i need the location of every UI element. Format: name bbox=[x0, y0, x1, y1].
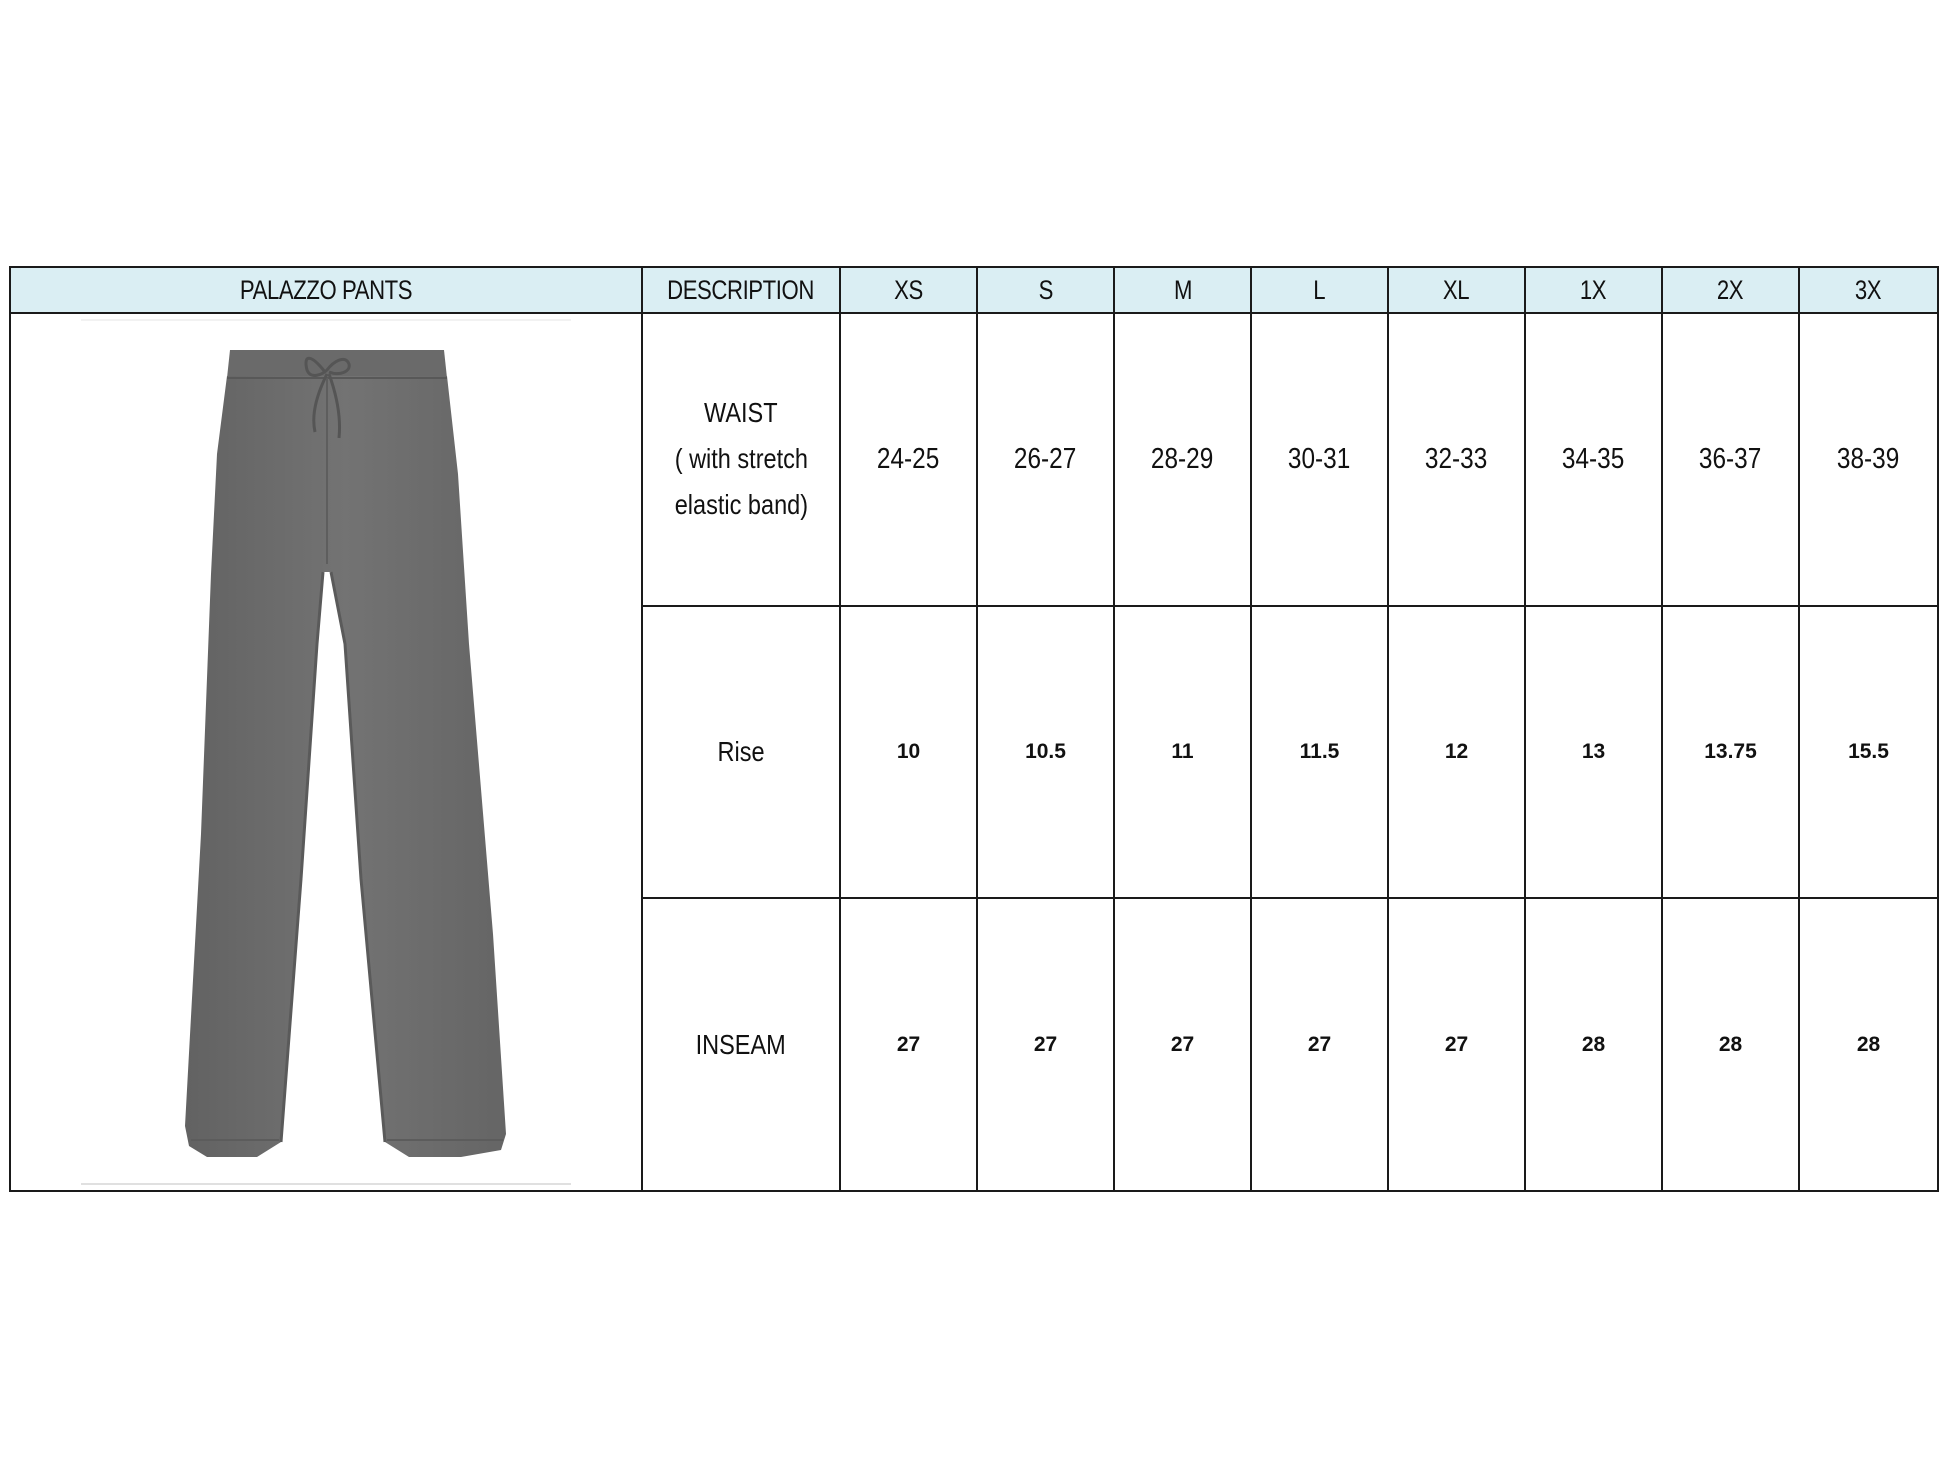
cell-value: 12 bbox=[1444, 739, 1469, 763]
table-cell bbox=[1251, 313, 1388, 606]
table-cell bbox=[1799, 898, 1938, 1191]
size-header-3x bbox=[1799, 267, 1938, 313]
cell-value: 26-27 bbox=[1014, 442, 1077, 475]
description-cell-rise bbox=[642, 606, 840, 899]
table-cell bbox=[977, 606, 1114, 899]
cell-value: 27 bbox=[1307, 1032, 1332, 1056]
product-title-header bbox=[10, 267, 642, 313]
table-cell bbox=[977, 898, 1114, 1191]
table-cell bbox=[840, 313, 977, 606]
cell-value: 28 bbox=[1581, 1032, 1606, 1056]
description-cell-waist bbox=[642, 313, 840, 606]
table-cell bbox=[1662, 313, 1799, 606]
size-label: XL bbox=[1443, 274, 1470, 305]
cell-value: 10 bbox=[896, 739, 921, 763]
size-label: 2X bbox=[1717, 274, 1744, 305]
size-label: S bbox=[1038, 274, 1053, 305]
product-image-cell bbox=[10, 313, 642, 1191]
size-label: 3X bbox=[1855, 274, 1882, 305]
table-cell bbox=[977, 313, 1114, 606]
table-cell bbox=[1251, 606, 1388, 899]
cell-value: 11.5 bbox=[1299, 739, 1340, 763]
cell-value: 28 bbox=[1718, 1032, 1743, 1056]
table-cell bbox=[1799, 313, 1938, 606]
waist-row bbox=[10, 313, 1938, 606]
gray-palazzo-pants-image bbox=[11, 314, 643, 1192]
cell-value: 13 bbox=[1581, 739, 1606, 763]
size-header-2x bbox=[1662, 267, 1799, 313]
description-line: Rise bbox=[717, 735, 765, 767]
table-cell bbox=[1525, 606, 1662, 899]
description-header bbox=[642, 267, 840, 313]
description-line: elastic band) bbox=[674, 489, 808, 521]
size-label: M bbox=[1173, 274, 1192, 305]
size-chart-table bbox=[9, 266, 1939, 1192]
size-header-1x bbox=[1525, 267, 1662, 313]
header-row bbox=[10, 267, 1938, 313]
cell-value: 10.5 bbox=[1025, 739, 1066, 763]
cell-value: 28 bbox=[1856, 1032, 1881, 1056]
cell-value: 30-31 bbox=[1288, 442, 1351, 475]
table-cell bbox=[1388, 606, 1525, 899]
size-label: L bbox=[1313, 274, 1326, 305]
size-header-l bbox=[1251, 267, 1388, 313]
description-line: INSEAM bbox=[695, 1028, 787, 1060]
table-cell bbox=[1114, 898, 1251, 1191]
table-cell bbox=[840, 606, 977, 899]
size-header-xs bbox=[840, 267, 977, 313]
table-cell bbox=[840, 898, 977, 1191]
product-title: PALAZZO PANTS bbox=[239, 274, 413, 305]
table-cell bbox=[1525, 313, 1662, 606]
description-line: WAIST bbox=[704, 397, 778, 429]
table-cell bbox=[1662, 898, 1799, 1191]
table-cell bbox=[1799, 606, 1938, 899]
size-header-s bbox=[977, 267, 1114, 313]
size-label: 1X bbox=[1580, 274, 1607, 305]
cell-value: 27 bbox=[1033, 1032, 1058, 1056]
description-line: ( with stretch bbox=[674, 443, 808, 475]
table-cell bbox=[1251, 898, 1388, 1191]
cell-value: 27 bbox=[1170, 1032, 1195, 1056]
cell-value: 28-29 bbox=[1151, 442, 1214, 475]
table-cell bbox=[1662, 606, 1799, 899]
description-cell-inseam bbox=[642, 898, 840, 1191]
cell-value: 32-33 bbox=[1425, 442, 1488, 475]
table-cell bbox=[1114, 313, 1251, 606]
table-cell bbox=[1114, 606, 1251, 899]
description-label: DESCRIPTION bbox=[667, 274, 815, 305]
table-cell bbox=[1388, 898, 1525, 1191]
cell-value: 36-37 bbox=[1699, 442, 1762, 475]
cell-value: 38-39 bbox=[1837, 442, 1900, 475]
size-header-xl bbox=[1388, 267, 1525, 313]
cell-value: 15.5 bbox=[1848, 739, 1889, 763]
cell-value: 13.75 bbox=[1704, 739, 1757, 763]
table-cell bbox=[1388, 313, 1525, 606]
cell-value: 34-35 bbox=[1562, 442, 1625, 475]
size-header-m bbox=[1114, 267, 1251, 313]
size-label: XS bbox=[894, 274, 923, 305]
cell-value: 27 bbox=[1444, 1032, 1469, 1056]
cell-value: 24-25 bbox=[877, 442, 940, 475]
cell-value: 11 bbox=[1171, 739, 1194, 763]
cell-value: 27 bbox=[896, 1032, 921, 1056]
table-cell bbox=[1525, 898, 1662, 1191]
